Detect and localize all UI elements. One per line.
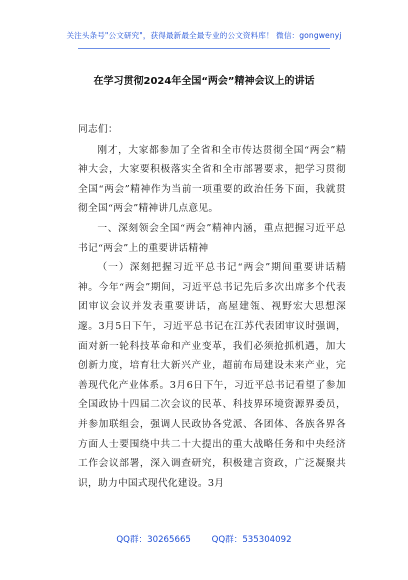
document-body [78,120,346,493]
header-promo-note: 关注头条号"公文研究"，获得最新最全最专业的公文资料库！ 微信：gongwenyj [66,31,342,40]
footer-qq-group-1: QQ群：30265665 [116,535,191,545]
paragraph-subsection-1: （一）深刻把握习近平总书记“两会”期间重要讲话精神。今年“两会”期间，习近平总书记先后多次出席多个代表团审议会议并发表重要讲话，高屋建瓴、视野宏大思想深邃。3月5日下午，习近平总书记在江苏代表团审议时强调，面对新一轮科技革命和产业变革，我们必须抢抓机遇，加大创新力度，培育壮大新兴产业，超前布局建设未来产业，完善现代化产业体系。3月6日下午，习近平总书记看望了参加全国政协十四届二次会议的民革、科技界环境资源界委员，并参加联组会，强调人民政协各党派、各团体、各族各界各方面人士要围绕中共二十大提出的重大战略任务和中央经济工作会议部署，深入调查研究，积极建言资政，广泛凝聚共识，助力中国式现代化建设。3月 [78,262,346,489]
paragraph-intro: 刚才，大家都参加了全省和全市传达贯彻全国“两会”精神大会，大家要积极落实全省和全市部署要求，把学习贯彻全国“两会”精神作为当前一项重要的政治任务下面，我就贯彻全国“两会”精神讲几点意见。 [78,144,346,215]
footer-qq-group-2: QQ群：535304092 [211,535,292,545]
document-title: 在学习贯彻2024年全国“两会”精神会议上的讲话 [93,76,315,87]
salutation: 同志们： [78,124,118,135]
header-divider [78,48,330,49]
footer-contact [0,533,408,545]
section-heading-1: 一、深刻领会全国“两会”精神内涵，重点把握习近平总书记“两会”上的重要讲话精神 [78,222,346,254]
